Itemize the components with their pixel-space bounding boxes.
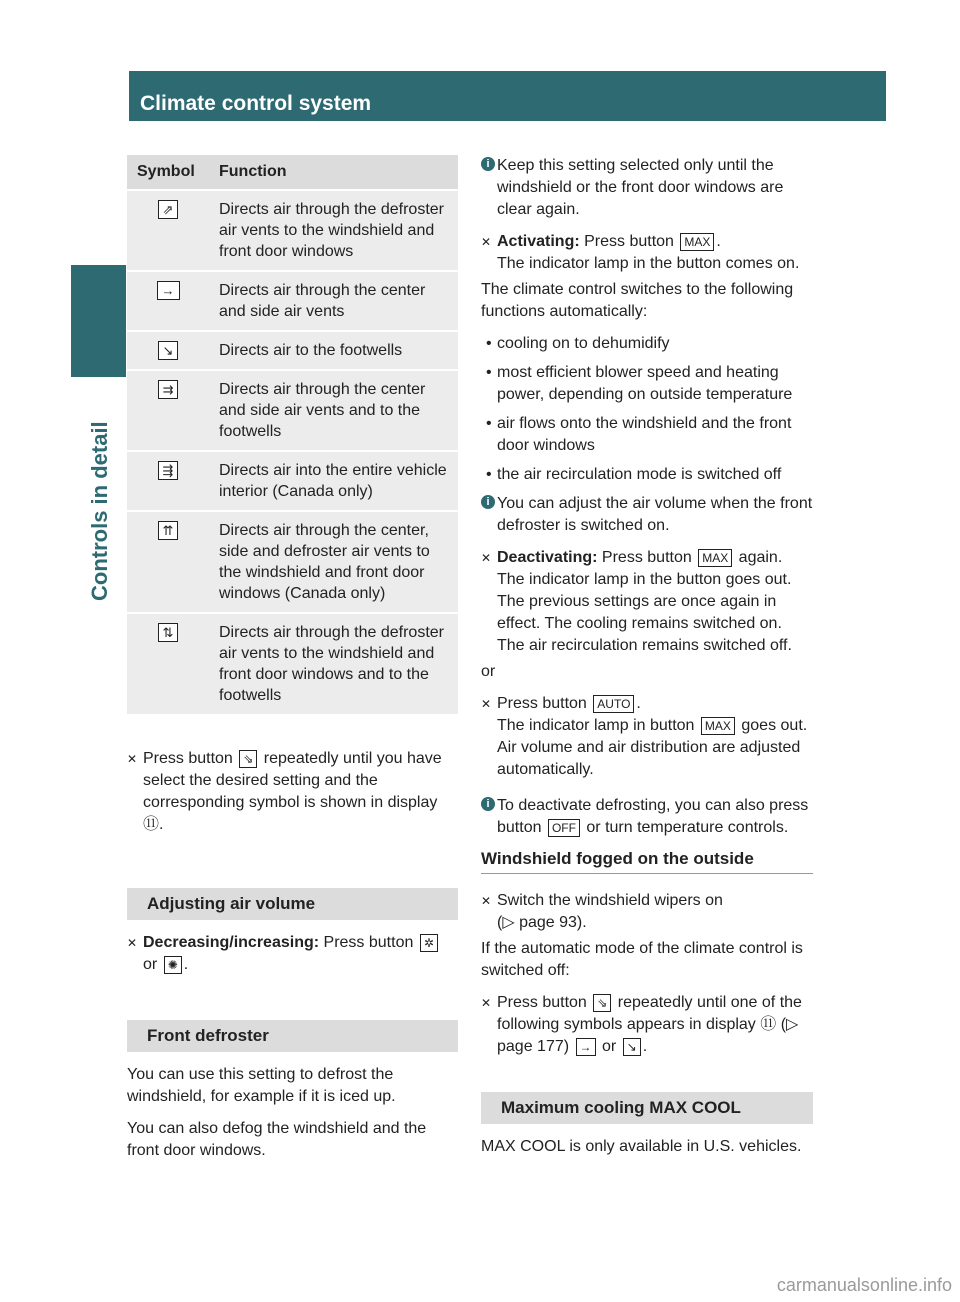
- defrost-max-icon: MAX: [701, 717, 735, 735]
- arrow-icon: ✕: [127, 752, 138, 766]
- info-note: i You can adjust the air volume when the front defroster is switched on.: [481, 493, 813, 537]
- table-cell-function: Directs air through the defroster air vents to the windshield and front door windows and to the footwells: [209, 613, 458, 714]
- info-icon: i: [481, 157, 495, 171]
- table-row: [127, 331, 458, 370]
- arrow-icon: ✕: [481, 697, 492, 711]
- table-cell-function: Directs air into the entire vehicle interior (Canada only): [209, 451, 458, 511]
- subheading-windshield-fogged: Windshield fogged on the outside: [481, 849, 813, 874]
- section-heading-front-defroster: Front defroster: [127, 1020, 458, 1052]
- center-vent-icon: →: [157, 281, 180, 300]
- list-item: • most efficient blower speed and heating power, depending on outside temperature: [486, 364, 793, 403]
- header-separator: [126, 71, 129, 121]
- section-heading-air-volume: Adjusting air volume: [127, 888, 458, 920]
- front-defroster-text-2: You can also defog the windshield and the front door windows.: [127, 1120, 427, 1159]
- page-header: [71, 71, 886, 121]
- auto-button-icon: AUTO: [593, 695, 634, 713]
- table-header-function: Function: [209, 155, 458, 190]
- arrow-icon: ✕: [481, 894, 492, 908]
- page-title: Climate control system: [140, 92, 372, 115]
- section-heading-max-cool: Maximum cooling MAX COOL: [481, 1092, 813, 1124]
- activating-instruction: ✕ Activating: Press button MAX . The indicator lamp in the button comes on.: [481, 233, 800, 272]
- info-icon: i: [481, 495, 495, 509]
- defrost-max-icon: MAX: [680, 233, 714, 251]
- sidebar-label: Controls in detail: [87, 421, 112, 601]
- wipers-instruction: ✕ Switch the windshield wipers on (▷ page 93).: [481, 892, 723, 931]
- sidebar: [71, 71, 126, 1231]
- defrost-footwell-icon: ⇅: [158, 623, 179, 642]
- max-cool-text: MAX COOL is only available in U.S. vehicles.: [481, 1138, 802, 1155]
- fan-high-icon: ✺: [164, 956, 182, 974]
- table-row: [127, 271, 458, 331]
- fan-low-icon: ✲: [420, 934, 438, 952]
- arrow-icon: ✕: [481, 235, 492, 249]
- sidebar-label-container: [71, 191, 126, 601]
- air-distribution-table: [127, 155, 458, 714]
- table-row: [127, 613, 458, 714]
- arrow-icon: ✕: [481, 551, 492, 565]
- center-defrost-icon: ⇈: [158, 521, 179, 540]
- info-note: i To deactivate defrosting, you can also press button OFF or turn temperature controls.: [481, 795, 813, 839]
- deactivating-instruction: ✕ Deactivating: Press button MAX again. The indicator lamp in the button goes out. The previous settings are once again in effect. The cooling remains switched on. The air recirculation remains switched off.: [481, 549, 792, 654]
- table-cell-function: Directs air through the defroster air vents to the windshield and front door windows: [209, 190, 458, 271]
- table-row: [127, 370, 458, 451]
- footwell-icon: ↘: [623, 1038, 641, 1056]
- auto-functions-intro: The climate control switches to the following functions automatically:: [481, 281, 794, 320]
- press-repeatedly-instruction: ✕ Press button ⇘ repeatedly until one of the following symbols appears in display ⑪ (▷ page 177) → or ↘ .: [481, 994, 802, 1055]
- auto-off-text: If the automatic mode of the climate control is switched off:: [481, 940, 803, 979]
- table-row: [127, 451, 458, 511]
- table-cell-function: Directs air to the footwells: [209, 331, 458, 370]
- front-defroster-text-1: You can use this setting to defrost the windshield, for example if it is iced up.: [127, 1066, 396, 1105]
- info-icon: i: [481, 797, 495, 811]
- table-cell-function: Directs air through the center and side air vents and to the footwells: [209, 370, 458, 451]
- all-vents-icon: ⇶: [158, 461, 179, 480]
- right-column: [481, 155, 813, 1158]
- table-row: [127, 190, 458, 271]
- list-item: • cooling on to dehumidify: [486, 335, 670, 352]
- defrost-max-icon: MAX: [698, 549, 732, 567]
- center-vent-icon: →: [576, 1038, 596, 1056]
- table-header-symbol: Symbol: [127, 155, 209, 190]
- press-auto-instruction: ✕ Press button AUTO . The indicator lamp in button MAX goes out. Air volume and air distribution are adjusted automatically.: [481, 695, 808, 778]
- table-cell-function: Directs air through the center, side and defroster air vents to the windshield and front door windows (Canada only): [209, 511, 458, 613]
- arrow-icon: ✕: [127, 936, 138, 950]
- or-text: or: [481, 663, 496, 680]
- footwell-icon: ↘: [158, 341, 179, 360]
- press-instruction: ✕ Press button ⇘ repeatedly until you have select the desired setting and the corresponding symbol is shown in display ⑪.: [127, 750, 442, 833]
- arrow-icon: ✕: [481, 996, 492, 1010]
- table-row: [127, 511, 458, 613]
- info-note: i Keep this setting selected only until the windshield or the front door windows are clear again.: [481, 155, 813, 221]
- table-cell-function: Directs air through the center and side air vents: [209, 271, 458, 331]
- list-item: • the air recirculation mode is switched off: [486, 466, 782, 483]
- watermark: carmanualsonline.info: [776, 1275, 952, 1295]
- off-button-icon: OFF: [548, 819, 580, 837]
- air-distribution-button-icon: ⇘: [593, 994, 611, 1012]
- left-column: [127, 155, 458, 1162]
- air-distribution-button-icon: ⇘: [239, 750, 257, 768]
- defrost-icon: ⇗: [158, 200, 179, 219]
- decrease-increase-instruction: ✕ Decreasing/increasing: Press button ✲ or ✺ .: [127, 932, 458, 976]
- list-item: • air flows onto the windshield and the front door windows: [486, 415, 792, 454]
- center-footwell-icon: ⇉: [158, 380, 179, 399]
